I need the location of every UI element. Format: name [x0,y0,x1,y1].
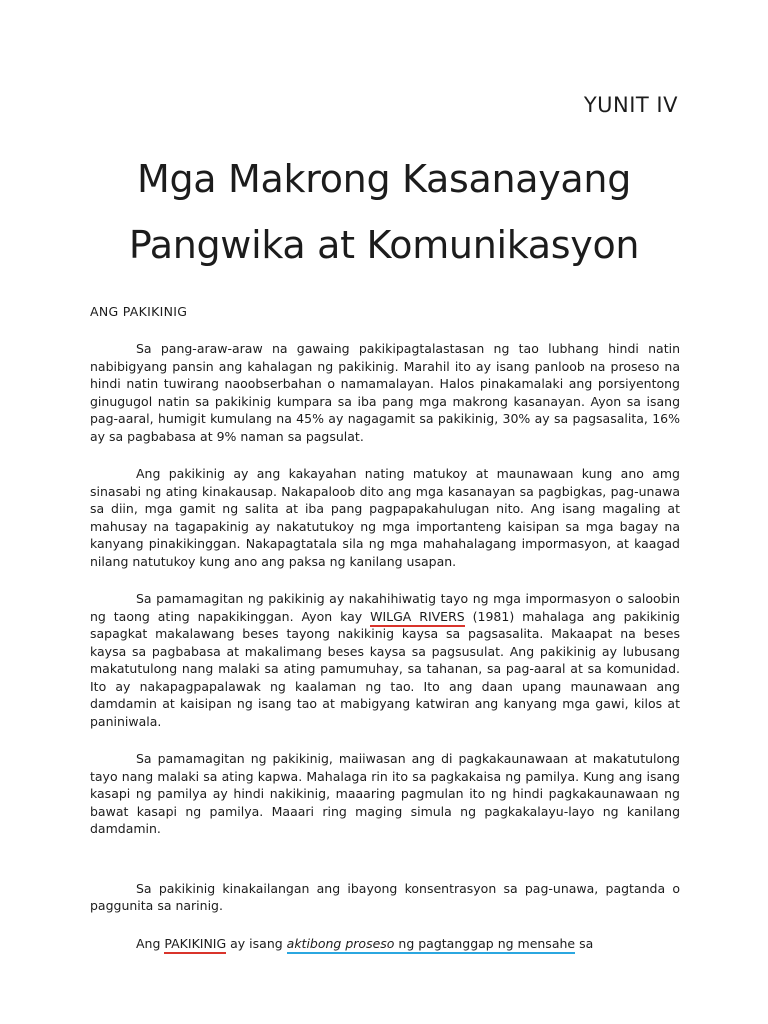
page-title [0,146,768,278]
paragraph-3-end: (1981) mahalaga ang pakikinig sapagkat makalawang beses tayong nakikinig kaysa sa pagsasalita. Makaapat na beses kaysa sa pagbabasa at makalimang beses kaysa sa pagsusulat. Ang pakikinig ay lubusang makatutulong nang malaki sa ating pamumuhay, sa tahanan, sa pag-aaral at sa komunidad. Ito ay nakapagpapalawak ng kaalaman ng tao. Ito ang daan upang maunawaan ang damdamin at kaisipan ng isang tao at mabigyang katwiran ang kanyang mga gawi, kilos at paniniwala. [90,608,680,729]
paragraph-6 [90,935,680,953]
term-pakikinig-underlined: PAKIKINIG [164,936,226,954]
paragraph-6-mid: ay isang [226,935,287,951]
paragraph-2: Ang pakikinig ay ang kakayahan nating matukoy at maunawaan kung ano amg sinasabi ng ating kinakausap. Nakapaloob dito ang mga kasanayan sa pagbigkas, pag-unawa sa diin, mga gamit ng salita at iba pang pagpapakahulugan nito. Ang isang magaling at mahusay na tagapakinig ay nakatutukoy ng mga importanteng kaisipan sa mga bagay na kanyang pinakikinggan. Nakapagtatala sila ng mga mahahalagang impormasyon, at kaagad nilang natutukoy kung ano ang paksa ng kanilang usapan. [90,466,680,569]
paragraph-5: Sa pakikinig kinakailangan ang ibayong konsentrasyon sa pag-unawa, pagtanda o paggunita sa narinig. [90,880,680,913]
body-text [90,340,680,972]
phrase-pagtanggap-mensahe: ng pagtanggap ng mensahe [394,936,575,954]
paragraph-4: Sa pamamagitan ng pakikinig, maiiwasan ang di pagkakaunawaan at makatutulong tayo nang malaki sa ating kapwa. Mahalaga rin ito sa pagkakaisa ng pamilya. Kung ang isang kasapi ng pamilya ay hindi nakikinig, maaaring pagmulan ito ng hindi pagkakaunawaan ng bawat kasapi ng pamilya. Maaari ring maging simula ng pagkakalayu-layo ng kanilang damdamin. [90,751,680,836]
paragraph-6-end: sa [575,935,594,951]
paragraph-6-ang: Ang [136,935,165,951]
title-line-2: Pangwika at Komunikasyon [128,223,640,267]
phrase-aktibong-proseso: aktibong proseso [287,936,395,954]
paragraph-3 [90,590,680,730]
author-name-underlined: WILGA RIVERS [370,609,465,627]
section-heading: ANG PAKIKINIG [90,304,188,319]
unit-label: YUNIT IV [583,93,678,117]
paragraph-1: Sa pang-araw-araw na gawaing pakikipagtalastasan ng tao lubhang hindi natin nabibigyang pansin ang kahalagan ng pakikinig. Marahil ito ay isang panloob na proseso na hindi natin tuwirang naoobserbahan o namamalayan. Halos pinakamalaki ang porsiyentong ginugugol natin sa pakikinig kumpara sa iba pang mga makrong kasanayan. Ayon sa isang pag-aaral, humigit kumulang na 45% ay nagagamit sa pakikinig, 30% ay sa pagsasalita, 16% ay sa pagbabasa at 9% naman sa pagsulat. [90,341,680,444]
title-line-1: Mga Makrong Kasanayang [136,157,632,201]
paragraph-3-start: Sa pamamagitan ng pakikinig ay nakahihiwatig tayo ng mga impormasyon o saloobin ng taong ating napakikinggan. Ayon kay [90,591,680,624]
